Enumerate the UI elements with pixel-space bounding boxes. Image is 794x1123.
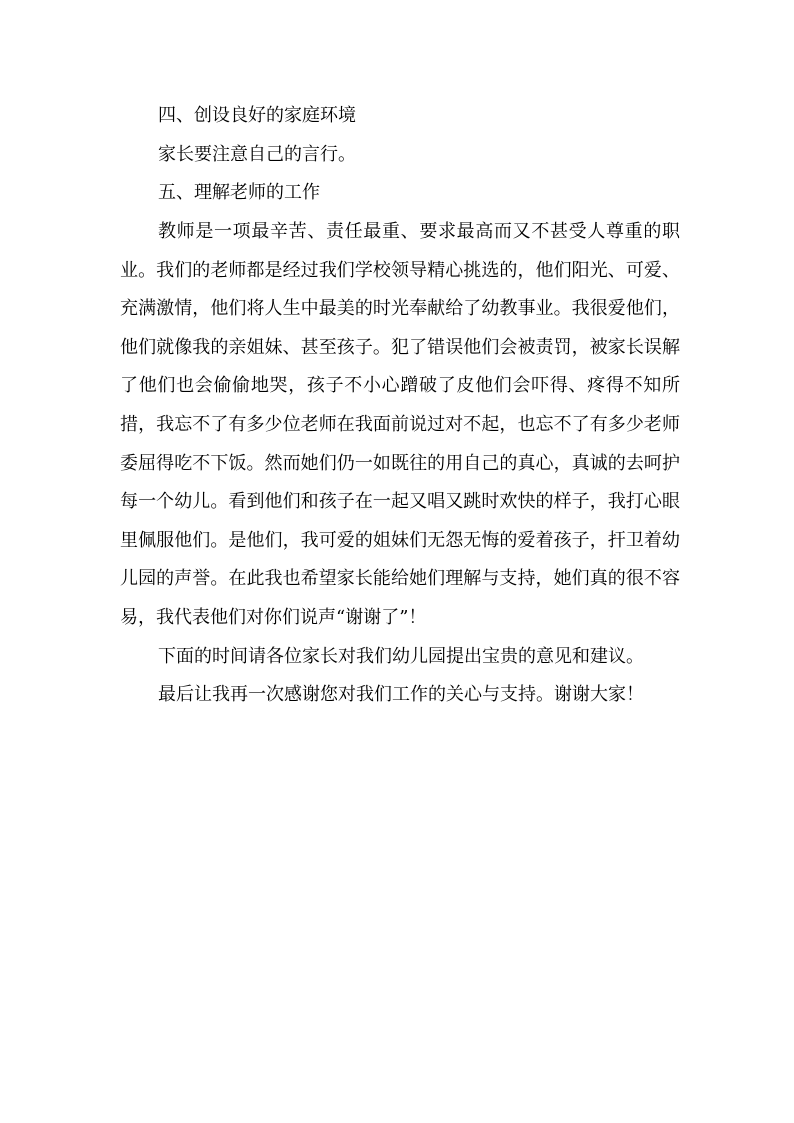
- section-heading-5: 五、理解老师的工作: [158, 182, 320, 204]
- section-4-text: 家长要注意自己的言行。: [158, 143, 356, 165]
- teachers-paragraph: 教师是一项最辛苦、责任最重、要求最高而又不甚受人尊重的职业。我们的老师都是经过我们学校领导精心挑选的，他们阳光、可爱、充满激情，他们将人生中最美的时光奉献给了幼教事业。我很爱他们，他们就像我的亲姐妹、甚至孩子。犯了错误他们会被责罚，被家长误解了他们也会偷偷地哭，孩子不小心蹭破了皮他们会吓得、疼得不知所措，我忘不了有多少位老师在我面前说过对不起，也忘不了有多少老师委屈得吃不下饭。然而她们仍一如既往的用自己的真心，真诚的去呵护每一个幼儿。看到他们和孩子在一起又唱又跳时欢快的样子，我打心眼里佩服他们。是他们，我可爱的姐妹们无怨无悔的爱着孩子，扞卫着幼儿园的声誉。在此我也希望家长能给她们理解与支持，她们真的很不容易，我代表他们对你们说声“谢谢了”！: [120, 221, 680, 628]
- document-page: [120, 103, 680, 715]
- suggestions-paragraph: 下面的时间请各位家长对我们幼儿园提出宝贵的意见和建议。: [158, 645, 644, 667]
- closing-paragraph: 最后让我再一次感谢您对我们工作的关心与支持。谢谢大家！: [158, 684, 644, 706]
- section-heading-4: 四、创设良好的家庭环境: [158, 105, 356, 126]
